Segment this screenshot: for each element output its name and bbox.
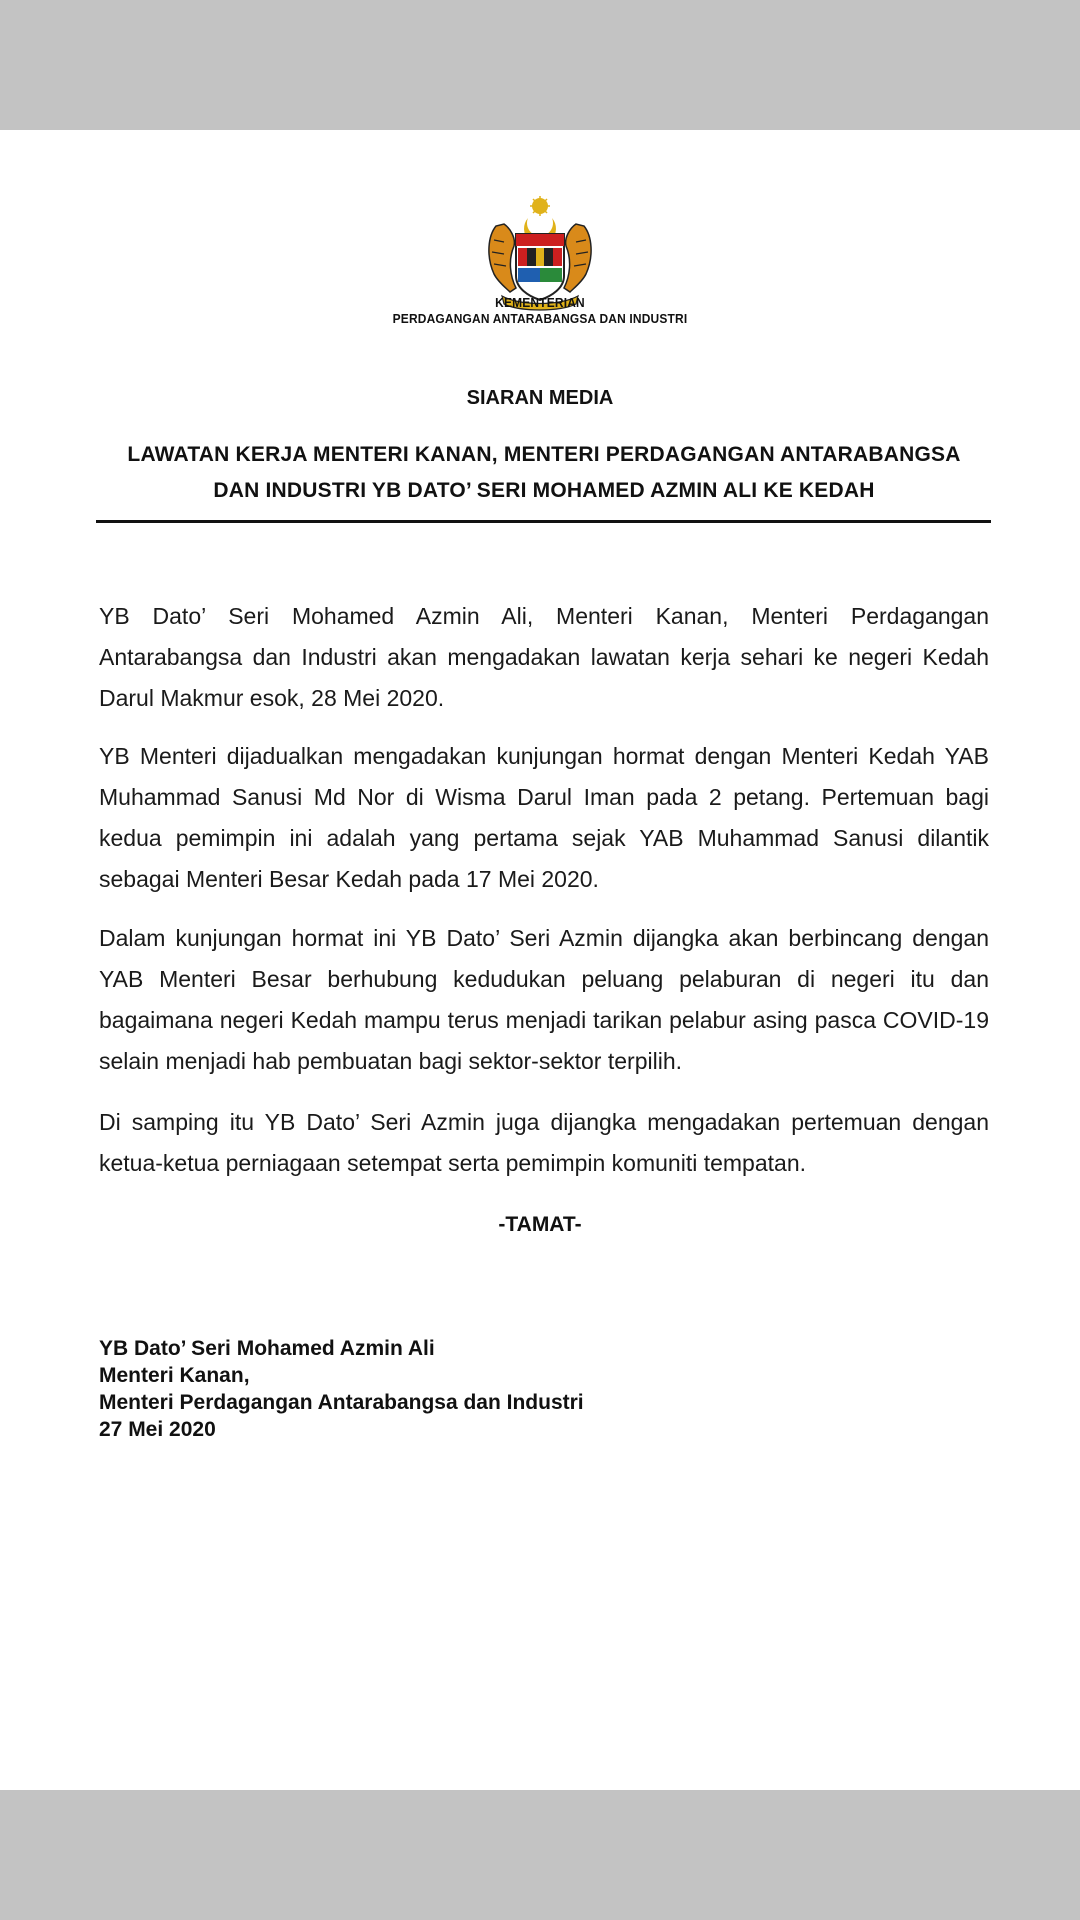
document-label: SIARAN MEDIA — [466, 387, 614, 409]
headline-line2: DAN INDUSTRI YB DATO’ SERI MOHAMED AZMIN ALI KE KEDAH — [213, 479, 875, 502]
signatory-role-1: Menteri Kanan, — [99, 1364, 250, 1387]
bottom-frame-bar — [0, 1790, 1080, 1920]
body-paragraph-4: Di samping itu YB Dato’ Seri Azmin juga dijangka mengadakan pertemuan dengan ketua-ketua perniagaan setempat serta pemimpin komuniti tempatan. — [99, 1109, 989, 1176]
signatory-name: YB Dato’ Seri Mohamed Azmin Ali — [99, 1337, 435, 1360]
signatory-role-2: Menteri Perdagangan Antarabangsa dan Industri — [99, 1391, 584, 1414]
headline-divider — [96, 520, 991, 523]
body-paragraph-2: YB Menteri dijadualkan mengadakan kunjungan hormat dengan Menteri Kedah YAB Muhammad Sanusi Md Nor di Wisma Darul Iman pada 2 petang. Pertemuan bagi kedua pemimpin ini adalah yang pertama sejak YAB Muhammad Sanusi dilantik sebagai Menteri Besar Kedah pada 17 Mei 2020. — [99, 743, 989, 892]
body-paragraph-3: Dalam kunjungan hormat ini YB Dato’ Seri Azmin dijangka akan berbincang dengan YAB Menteri Besar berhubung kedudukan peluang pelaburan di negeri itu dan bagaimana negeri Kedah mampu terus menjadi tarikan pelabur asing pasca COVID-19 selain menjadi hab pembuatan bagi sektor-sektor terpilih. — [99, 925, 989, 1074]
headline-line1: LAWATAN KERJA MENTERI KANAN, MENTERI PERDAGANGAN ANTARABANGSA — [127, 443, 961, 466]
body-paragraph-1: YB Dato’ Seri Mohamed Azmin Ali, Menteri Kanan, Menteri Perdagangan Antarabangsa dan Industri akan mengadakan lawatan kerja sehari ke negeri Kedah Darul Makmur esok, 28 Mei 2020. — [99, 603, 989, 711]
signature-block — [99, 1335, 799, 1443]
press-release-page — [0, 130, 1080, 1790]
top-frame-bar — [0, 0, 1080, 130]
ministry-name-line1: KEMENTERIAN — [495, 295, 585, 310]
signature-date: 27 Mei 2020 — [99, 1418, 216, 1441]
end-mark: -TAMAT- — [498, 1213, 582, 1236]
ministry-name-line2: PERDAGANGAN ANTARABANGSA DAN INDUSTRI — [392, 311, 688, 326]
